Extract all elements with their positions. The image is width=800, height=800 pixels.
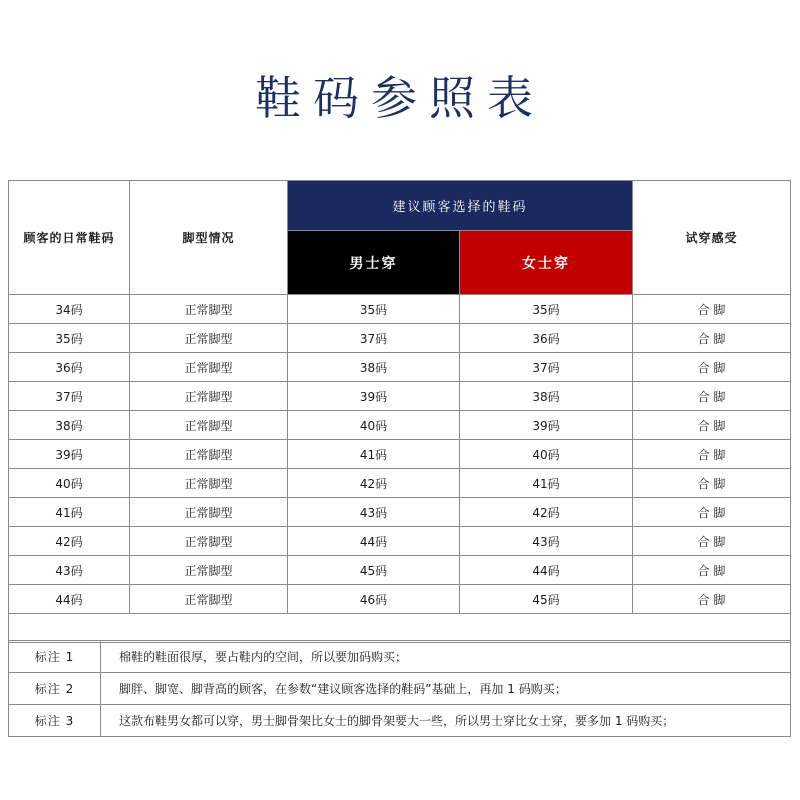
cell-fit: 合 脚 [633,498,791,527]
cell-daily-size: 34码 [9,295,130,324]
cell-women-size: 43码 [460,527,633,556]
cell-men-size: 37码 [288,324,460,353]
table-row [9,469,791,498]
cell-women-size: 36码 [460,324,633,353]
spacer-cell [9,614,791,643]
cell-foot-type: 正常脚型 [130,440,288,469]
cell-foot-type: 正常脚型 [130,498,288,527]
cell-women-size: 39码 [460,411,633,440]
cell-daily-size: 35码 [9,324,130,353]
cell-men-size: 35码 [288,295,460,324]
table-row [9,411,791,440]
cell-foot-type: 正常脚型 [130,556,288,585]
cell-fit: 合 脚 [633,411,791,440]
cell-daily-size: 42码 [9,527,130,556]
note-label: 标注 3 [9,705,101,737]
header-row-top [9,181,791,231]
cell-foot-type: 正常脚型 [130,382,288,411]
cell-daily-size: 41码 [9,498,130,527]
table-row [9,353,791,382]
header-men: 男士穿 [288,231,460,295]
notes-table [8,640,791,737]
table-row [9,382,791,411]
cell-men-size: 44码 [288,527,460,556]
cell-foot-type: 正常脚型 [130,324,288,353]
cell-fit: 合 脚 [633,527,791,556]
cell-men-size: 42码 [288,469,460,498]
cell-foot-type: 正常脚型 [130,469,288,498]
cell-daily-size: 44码 [9,585,130,614]
note-label: 标注 1 [9,641,101,673]
header-daily-size: 顾客的日常鞋码 [9,181,130,295]
cell-men-size: 39码 [288,382,460,411]
spacer-row [9,614,791,643]
cell-women-size: 40码 [460,440,633,469]
cell-men-size: 45码 [288,556,460,585]
table-row [9,527,791,556]
note-row [9,641,791,673]
cell-daily-size: 39码 [9,440,130,469]
cell-men-size: 43码 [288,498,460,527]
cell-women-size: 41码 [460,469,633,498]
cell-fit: 合 脚 [633,585,791,614]
cell-foot-type: 正常脚型 [130,295,288,324]
cell-foot-type: 正常脚型 [130,585,288,614]
cell-foot-type: 正常脚型 [130,527,288,556]
cell-fit: 合 脚 [633,382,791,411]
page-title: 鞋码参照表 [255,71,545,125]
cell-women-size: 38码 [460,382,633,411]
table-row [9,440,791,469]
table-row [9,295,791,324]
size-chart-table [8,180,791,643]
table-row [9,585,791,614]
cell-men-size: 46码 [288,585,460,614]
cell-daily-size: 36码 [9,353,130,382]
cell-men-size: 40码 [288,411,460,440]
note-text: 棉鞋的鞋面很厚，要占鞋内的空间，所以要加码购买； [101,641,791,673]
cell-daily-size: 38码 [9,411,130,440]
cell-men-size: 41码 [288,440,460,469]
cell-foot-type: 正常脚型 [130,411,288,440]
cell-daily-size: 43码 [9,556,130,585]
cell-women-size: 42码 [460,498,633,527]
cell-women-size: 35码 [460,295,633,324]
cell-fit: 合 脚 [633,469,791,498]
cell-women-size: 45码 [460,585,633,614]
note-text: 这款布鞋男女都可以穿，男士脚骨架比女士的脚骨架要大一些，所以男士穿比女士穿，要多加 1 码购买； [101,705,791,737]
table-row [9,556,791,585]
cell-fit: 合 脚 [633,324,791,353]
table-row [9,324,791,353]
cell-men-size: 38码 [288,353,460,382]
cell-women-size: 37码 [460,353,633,382]
header-women: 女士穿 [460,231,633,295]
note-label: 标注 2 [9,673,101,705]
cell-fit: 合 脚 [633,440,791,469]
cell-fit: 合 脚 [633,556,791,585]
cell-daily-size: 37码 [9,382,130,411]
header-recommended-size: 建议顾客选择的鞋码 [288,181,633,231]
cell-women-size: 44码 [460,556,633,585]
table-row [9,498,791,527]
cell-foot-type: 正常脚型 [130,353,288,382]
note-row [9,673,791,705]
header-fit-feeling: 试穿感受 [633,181,791,295]
header-foot-type: 脚型情况 [130,181,288,295]
note-text: 脚胖、脚宽、脚背高的顾客，在参数“建议顾客选择的鞋码”基础上，再加 1 码购买； [101,673,791,705]
note-row [9,705,791,737]
cell-fit: 合 脚 [633,353,791,382]
cell-fit: 合 脚 [633,295,791,324]
cell-daily-size: 40码 [9,469,130,498]
